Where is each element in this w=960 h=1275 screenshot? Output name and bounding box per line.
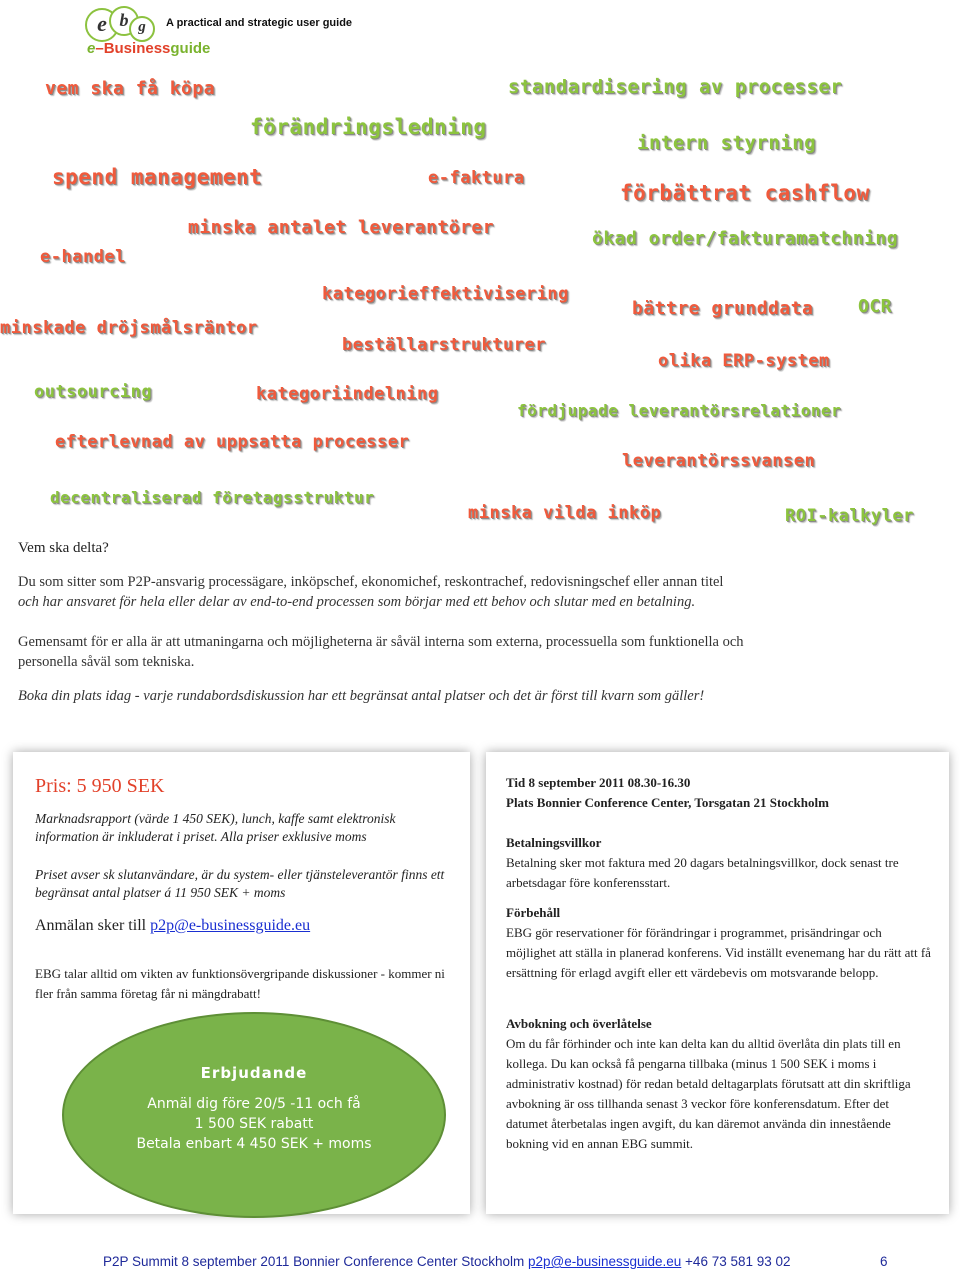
cloud-word: intern styrning [637, 132, 817, 154]
offer-badge [62, 1012, 446, 1218]
brand-business: Business [103, 40, 171, 57]
cloud-word: kategorieffektivisering [322, 284, 569, 304]
cancel-title: Avbokning och överlåtelse [506, 1016, 652, 1031]
brand-dash: – [95, 40, 104, 57]
offer-line: Betala enbart 4 450 SEK + moms [136, 1136, 372, 1152]
cloud-word: minska antalet leverantörer [188, 217, 495, 238]
cloud-word: outsourcing [34, 382, 153, 402]
cloud-word: minska vilda inköp [468, 503, 662, 523]
cloud-word: standardisering av processer [508, 76, 843, 98]
offer-title: Erbjudande [200, 1064, 308, 1082]
footer-phone: +46 73 581 93 02 [681, 1254, 791, 1269]
offer-line: 1 500 SEK rabatt [194, 1116, 314, 1132]
cloud-word: ökad order/fakturamatchning [592, 228, 899, 249]
brand-name [87, 40, 210, 57]
price-title: Pris: 5 950 SEK [35, 775, 165, 797]
cloud-word: spend management [52, 165, 263, 189]
cancel-text: Om du får förhinder och inte kan delta kan du alltid överlåta din plats till en kollega. Du kan också få pengarna tillbaka (minus 1 500 SEK i moms i administrativ kostnad) för redan betald deltagarplats förutsatt att din skriftliga avbokning är oss tillhanda senast 3 veckor före konferensdatum. Efter det datumet återbetalas ingen avgift, du kan däremot använda din innestående bokning vid en annan EBG summit. [506, 1036, 911, 1151]
brand-guide: guide [170, 40, 211, 57]
cloud-word: e-handel [40, 247, 126, 267]
logo-circle-g [129, 16, 155, 42]
cloud-word: fördjupade leverantörsrelationer [517, 401, 842, 420]
cloud-word: e-faktura [428, 168, 525, 188]
intro-line: Du som sitter som P2P-ansvarig processägare, inköpschef, ekonomichef, reskontrachef, redovisningschef eller annan titel [18, 574, 724, 590]
cloud-word: OCR [858, 296, 893, 317]
intro-paragraph-2 [18, 632, 958, 672]
payment-title: Betalningsvillkor [506, 835, 602, 850]
logo-letter-g: g [138, 19, 146, 35]
logo-letter-e: e [97, 11, 107, 36]
cloud-word: förändringsledning [250, 115, 487, 139]
event-place: Plats Bonnier Conference Center, Torsgatan 21 Stockholm [506, 795, 829, 810]
footer-email-link[interactable]: p2p@e-businessguide.eu [527, 1254, 682, 1269]
cloud-word: bättre grunddata [632, 298, 814, 319]
cloud-word: förbättrat cashflow [620, 181, 870, 205]
tagline: A practical and strategic user guide [166, 17, 353, 29]
cloud-word: vem ska få köpa [45, 78, 216, 99]
cloud-word: kategoriindelning [256, 384, 439, 404]
event-time: Tid 8 september 2011 08.30-16.30 [506, 775, 691, 790]
reservation-text: EBG gör reservationer för förändringar i programmet, prisändringar och möjlighet att ställa in planerad konferens. Vid inställt evenemang har du rätt att få ersättning för erlagd avgift eller ett värdebevis om motsvarande belopp. [506, 925, 931, 980]
footer-line [103, 1254, 791, 1269]
intro-line: och har ansvaret för hela eller delar av end-to-end processen som börjar med ett behov och slutar med en betalning. [18, 594, 696, 610]
cloud-word: decentraliserad företagsstruktur [50, 488, 375, 507]
cloud-word: beställarstrukturer [342, 335, 546, 355]
section-heading: Vem ska delta? [18, 540, 109, 556]
discount-note: EBG talar alltid om vikten av funktionsövergripande diskussioner - kommer ni fler från samma företag får ni mängdrabatt! [35, 966, 445, 1001]
intro-line: Gemensamt för er alla är att utmaningarna och möjligheterna är såväl interna som externa, processuella som funktionella och [18, 634, 744, 650]
cloud-word: minskade dröjsmålsräntor [0, 318, 258, 338]
cloud-word: leverantörssvansen [622, 451, 816, 471]
intro-line: personella såväl som tekniska. [18, 654, 195, 670]
intro-paragraph-1 [18, 572, 958, 612]
signup-email-link[interactable]: p2p@e-businessguide.eu [150, 917, 311, 934]
signup-prefix: Anmälan sker till [35, 917, 151, 934]
reservation-title: Förbehåll [506, 905, 561, 920]
cloud-word: ROI-kalkyler [785, 506, 914, 526]
included-note: Marknadsrapport (värde 1 450 SEK), lunch, kaffe samt elektronisk information är inkluderat i priset. Alla priser exklusive moms [35, 811, 396, 844]
page-number: 6 [880, 1254, 888, 1269]
brand-e: e [87, 40, 96, 57]
cloud-word: olika ERP-system [658, 351, 830, 371]
intro-paragraph-3: Boka din plats idag - varje rundabordsdiskussion har ett begränsat antal platser och det är först till kvarn som gäller! [18, 688, 705, 704]
payment-text: Betalning sker mot faktura med 20 dagars betalningsvillkor, dock senast tre arbetsdagar före konferensstart. [506, 855, 899, 890]
signup-line [35, 917, 310, 935]
vendor-note: Priset avser sk slutanvändare, är du system- eller tjänsteleverantör finns ett begränsat antal platser á 11 950 SEK + moms [35, 867, 445, 900]
logo-letter-b: b [119, 10, 129, 30]
footer-text: P2P Summit 8 september 2011 Bonnier Conference Center Stockholm [103, 1254, 528, 1269]
cloud-word: efterlevnad av uppsatta processer [55, 432, 410, 452]
offer-line: Anmäl dig före 20/5 -11 och få [147, 1096, 361, 1112]
